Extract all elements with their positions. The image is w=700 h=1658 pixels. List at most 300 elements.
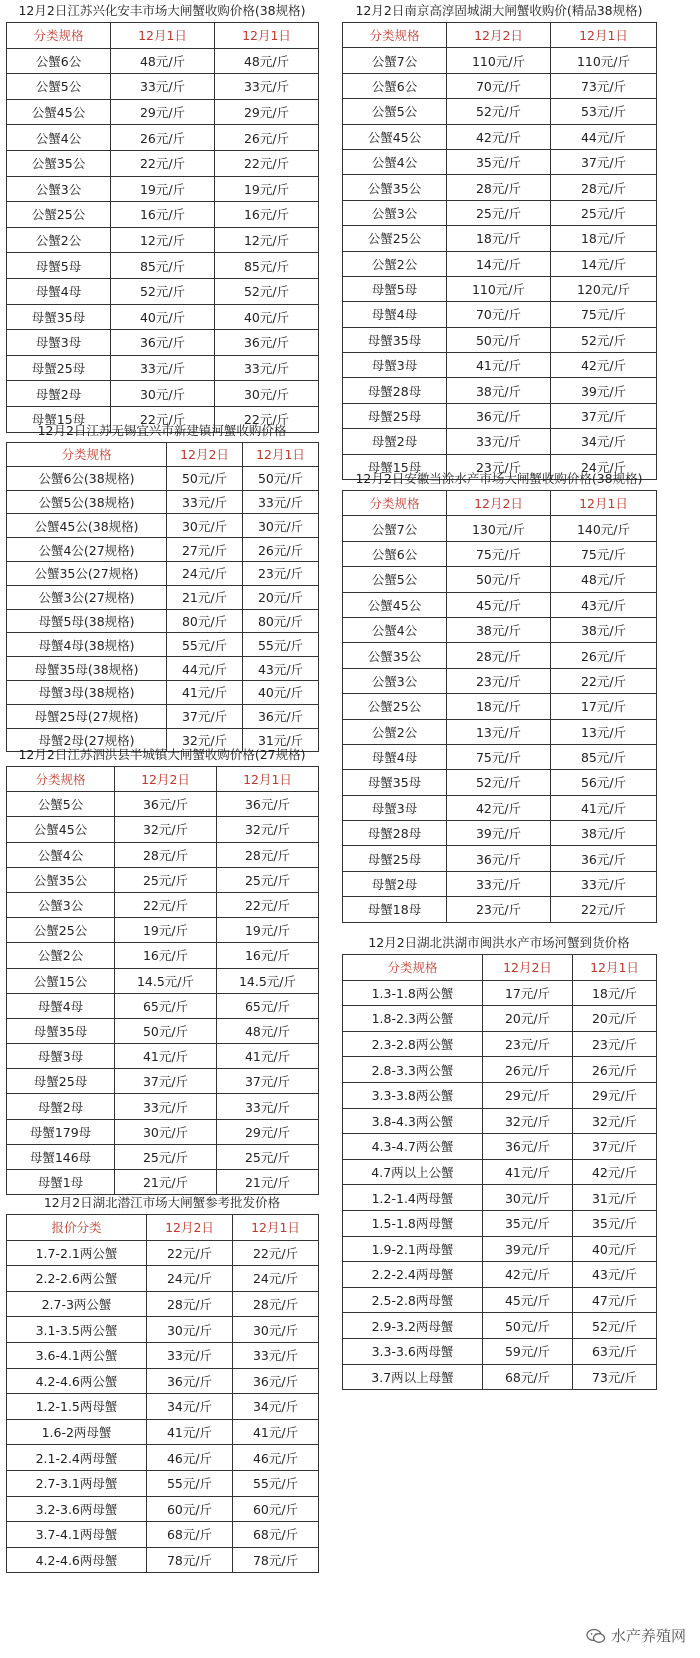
price-cell: 24元/斤 (167, 561, 243, 585)
price-cell: 85元/斤 (551, 744, 657, 769)
spec-cell: 母蟹5母 (7, 253, 111, 279)
table-row (7, 253, 319, 279)
price-cell: 36元/斤 (215, 330, 319, 356)
price-cell: 75元/斤 (447, 744, 551, 769)
price-cell: 33元/斤 (551, 871, 657, 896)
spec-cell: 母蟹18母 (343, 897, 447, 922)
table-header-row (343, 491, 657, 516)
price-cell: 29元/斤 (217, 1119, 319, 1144)
table-row (7, 1470, 319, 1496)
price-cell: 43元/斤 (573, 1262, 657, 1288)
price-cell: 46元/斤 (147, 1445, 233, 1471)
price-cell: 41元/斤 (167, 680, 243, 704)
price-cell: 48元/斤 (551, 567, 657, 592)
price-cell: 40元/斤 (111, 304, 215, 330)
table-title: 12月2日江苏兴化安丰市场大闸蟹收购价格(38规格) (18, 3, 306, 18)
spec-cell: 公蟹4公 (343, 617, 447, 642)
price-cell: 14.5元/斤 (217, 968, 319, 993)
price-cell: 33元/斤 (167, 490, 243, 514)
table-row (343, 1262, 657, 1288)
table-header-row (7, 23, 319, 49)
price-cell: 22元/斤 (147, 1240, 233, 1266)
price-cell: 36元/斤 (217, 792, 319, 817)
table-header-row (7, 1215, 319, 1241)
price-cell: 22元/斤 (115, 892, 217, 917)
table-row (343, 871, 657, 896)
price-cell: 23元/斤 (243, 561, 319, 585)
table-row (7, 817, 319, 842)
header-cell: 12月2日 (447, 23, 551, 48)
table-row (343, 1134, 657, 1160)
header-cell: 分类规格 (343, 955, 483, 981)
table-header-row (7, 767, 319, 792)
spec-cell: 公蟹25公 (343, 226, 447, 251)
table-header-row (343, 955, 657, 981)
spec-cell: 公蟹5公 (7, 74, 111, 100)
price-cell: 53元/斤 (551, 99, 657, 124)
spec-cell: 母蟹25母 (7, 355, 111, 381)
price-cell: 37元/斤 (551, 149, 657, 174)
spec-cell: 母蟹15母 (343, 454, 447, 479)
price-cell: 22元/斤 (111, 406, 215, 432)
price-cell: 73元/斤 (573, 1364, 657, 1390)
price-cell: 28元/斤 (147, 1291, 233, 1317)
price-cell: 33元/斤 (217, 1094, 319, 1119)
spec-cell: 2.8-3.3两公蟹 (343, 1057, 483, 1083)
header-cell: 12月2日 (147, 1215, 233, 1241)
spec-cell: 公蟹7公 (343, 516, 447, 541)
spec-cell: 公蟹35公 (7, 867, 115, 892)
spec-cell: 公蟹5公 (343, 99, 447, 124)
price-cell: 52元/斤 (111, 278, 215, 304)
header-cell: 12月2日 (447, 491, 551, 516)
price-cell: 26元/斤 (243, 538, 319, 562)
spec-cell: 母蟹4母 (7, 278, 111, 304)
right-market-block-3 (342, 932, 656, 1390)
price-cell: 50元/斤 (167, 466, 243, 490)
spec-cell: 公蟹35公 (343, 643, 447, 668)
price-cell: 50元/斤 (447, 567, 551, 592)
spec-cell: 公蟹4公(27规格) (7, 538, 167, 562)
price-cell: 65元/斤 (217, 993, 319, 1018)
price-cell: 33元/斤 (147, 1342, 233, 1368)
spec-cell: 公蟹45公 (7, 817, 115, 842)
price-cell: 39元/斤 (447, 821, 551, 846)
table-row (343, 1185, 657, 1211)
table-row (7, 466, 319, 490)
table-row (343, 795, 657, 820)
header-cell: 分类规格 (7, 767, 115, 792)
spec-cell: 公蟹7公 (343, 48, 447, 73)
spec-cell: 母蟹5母(38规格) (7, 609, 167, 633)
spec-cell: 3.3-3.8两公蟹 (343, 1082, 483, 1108)
table-header-row (343, 23, 657, 48)
price-cell: 14.5元/斤 (115, 968, 217, 993)
price-cell: 52元/斤 (573, 1313, 657, 1339)
price-cell: 110元/斤 (447, 48, 551, 73)
spec-cell: 母蟹4母 (343, 744, 447, 769)
price-cell: 32元/斤 (217, 817, 319, 842)
price-cell: 80元/斤 (167, 609, 243, 633)
table-row (343, 1364, 657, 1390)
price-cell: 33元/斤 (447, 871, 551, 896)
price-cell: 35元/斤 (573, 1210, 657, 1236)
price-cell: 48元/斤 (217, 1018, 319, 1043)
price-cell: 28元/斤 (447, 643, 551, 668)
price-cell: 55元/斤 (243, 633, 319, 657)
price-cell: 23元/斤 (447, 668, 551, 693)
spec-cell: 4.2-4.6两公蟹 (7, 1368, 147, 1394)
table-row (343, 719, 657, 744)
spec-cell: 母蟹1母 (7, 1170, 115, 1195)
spec-cell: 2.2-2.6两公蟹 (7, 1266, 147, 1292)
table-row (343, 980, 657, 1006)
spec-cell: 2.7-3.1两母蟹 (7, 1470, 147, 1496)
table-row (7, 1342, 319, 1368)
spec-cell: 公蟹3公 (7, 176, 111, 202)
table-row (7, 1044, 319, 1069)
price-cell: 17元/斤 (551, 694, 657, 719)
spec-cell: 公蟹6公 (7, 48, 111, 74)
price-cell: 52元/斤 (447, 99, 551, 124)
table-row (343, 353, 657, 378)
price-cell: 19元/斤 (217, 918, 319, 943)
price-cell: 41元/斤 (447, 353, 551, 378)
price-cell: 22元/斤 (551, 668, 657, 693)
price-cell: 22元/斤 (215, 150, 319, 176)
price-cell: 42元/斤 (573, 1159, 657, 1185)
table-row (343, 694, 657, 719)
table-row (343, 251, 657, 276)
spec-cell: 公蟹25公 (343, 694, 447, 719)
price-cell: 34元/斤 (233, 1394, 319, 1420)
spec-cell: 2.1-2.4两母蟹 (7, 1445, 147, 1471)
price-cell: 16元/斤 (217, 943, 319, 968)
spec-cell: 母蟹3母(38规格) (7, 680, 167, 704)
watermark (586, 1625, 686, 1646)
price-cell: 26元/斤 (551, 643, 657, 668)
price-cell: 19元/斤 (215, 176, 319, 202)
spec-cell: 母蟹15母 (7, 406, 111, 432)
spec-cell: 公蟹4公 (7, 125, 111, 151)
price-cell: 17元/斤 (483, 980, 573, 1006)
spec-cell: 公蟹5公 (7, 792, 115, 817)
table-row (343, 744, 657, 769)
spec-cell: 3.3-3.6两母蟹 (343, 1338, 483, 1364)
spec-cell: 1.6-2两母蟹 (7, 1419, 147, 1445)
table-row (343, 1159, 657, 1185)
price-cell: 78元/斤 (233, 1547, 319, 1573)
table-row (7, 680, 319, 704)
spec-cell: 母蟹2母(27规格) (7, 728, 167, 752)
price-cell: 33元/斤 (447, 429, 551, 454)
spec-cell: 公蟹2公 (343, 251, 447, 276)
spec-cell: 母蟹25母(27规格) (7, 704, 167, 728)
spec-cell: 公蟹35公(27规格) (7, 561, 167, 585)
spec-cell: 公蟹2公 (7, 943, 115, 968)
price-cell: 110元/斤 (551, 48, 657, 73)
price-cell: 130元/斤 (447, 516, 551, 541)
price-table (6, 22, 319, 433)
table-row (343, 200, 657, 225)
spec-cell: 公蟹3公 (343, 668, 447, 693)
price-cell: 55元/斤 (167, 633, 243, 657)
table-row (343, 99, 657, 124)
left-market-block-1 (6, 0, 318, 433)
table-row (7, 202, 319, 228)
price-cell: 63元/斤 (573, 1338, 657, 1364)
table-row (343, 73, 657, 98)
price-cell: 13元/斤 (447, 719, 551, 744)
price-cell: 37元/斤 (167, 704, 243, 728)
table-row (343, 1108, 657, 1134)
price-cell: 20元/斤 (243, 585, 319, 609)
price-cell: 20元/斤 (573, 1006, 657, 1032)
spec-cell: 3.6-4.1两公蟹 (7, 1342, 147, 1368)
price-cell: 14元/斤 (551, 251, 657, 276)
table-row (343, 226, 657, 251)
price-cell: 37元/斤 (573, 1134, 657, 1160)
spec-cell: 2.3-2.8两公蟹 (343, 1031, 483, 1057)
price-cell: 30元/斤 (147, 1317, 233, 1343)
table-row (7, 792, 319, 817)
price-cell: 80元/斤 (243, 609, 319, 633)
price-cell: 25元/斤 (551, 200, 657, 225)
price-cell: 44元/斤 (167, 657, 243, 681)
header-cell: 12月1日 (233, 1215, 319, 1241)
price-cell: 27元/斤 (167, 538, 243, 562)
table-row (343, 48, 657, 73)
price-cell: 75元/斤 (551, 302, 657, 327)
price-cell: 30元/斤 (243, 514, 319, 538)
price-cell: 43元/斤 (551, 592, 657, 617)
table-row (343, 592, 657, 617)
price-cell: 14元/斤 (447, 251, 551, 276)
table-row (343, 1057, 657, 1083)
price-cell: 26元/斤 (483, 1057, 573, 1083)
price-cell: 36元/斤 (447, 846, 551, 871)
table-row (7, 1119, 319, 1144)
price-cell: 52元/斤 (447, 770, 551, 795)
price-cell: 55元/斤 (233, 1470, 319, 1496)
table-row (7, 227, 319, 253)
table-row (7, 1069, 319, 1094)
spec-cell: 母蟹35母(38规格) (7, 657, 167, 681)
spec-cell: 3.2-3.6两母蟹 (7, 1496, 147, 1522)
price-cell: 36元/斤 (551, 846, 657, 871)
price-cell: 42元/斤 (447, 124, 551, 149)
spec-cell: 母蟹35母 (7, 304, 111, 330)
price-cell: 52元/斤 (215, 278, 319, 304)
price-cell: 22元/斤 (233, 1240, 319, 1266)
header-cell: 分类规格 (343, 491, 447, 516)
price-cell: 140元/斤 (551, 516, 657, 541)
spec-cell: 公蟹3公 (343, 200, 447, 225)
header-cell: 分类规格 (7, 23, 111, 49)
price-cell: 55元/斤 (147, 1470, 233, 1496)
header-cell: 报价分类 (7, 1215, 147, 1241)
spec-cell: 母蟹4母 (7, 993, 115, 1018)
spec-cell: 母蟹3母 (343, 795, 447, 820)
table-row (7, 609, 319, 633)
price-table (6, 766, 319, 1195)
table-row (343, 1338, 657, 1364)
price-cell: 41元/斤 (147, 1419, 233, 1445)
price-cell: 18元/斤 (551, 226, 657, 251)
price-cell: 22元/斤 (551, 897, 657, 922)
table-row (343, 1082, 657, 1108)
spec-cell: 公蟹3公(27规格) (7, 585, 167, 609)
price-cell: 23元/斤 (573, 1031, 657, 1057)
price-cell: 16元/斤 (115, 943, 217, 968)
header-cell: 12月2日 (115, 767, 217, 792)
price-table (6, 1214, 319, 1573)
price-cell: 30元/斤 (483, 1185, 573, 1211)
spec-cell: 母蟹146母 (7, 1144, 115, 1169)
price-cell: 60元/斤 (147, 1496, 233, 1522)
price-cell: 36元/斤 (111, 330, 215, 356)
price-cell: 73元/斤 (551, 73, 657, 98)
price-cell: 33元/斤 (215, 74, 319, 100)
spec-cell: 4.3-4.7两公蟹 (343, 1134, 483, 1160)
spec-cell: 公蟹6公 (343, 73, 447, 98)
price-cell: 19元/斤 (115, 918, 217, 943)
price-cell: 29元/斤 (215, 99, 319, 125)
table-row (7, 1266, 319, 1292)
header-cell: 12月1日 (551, 491, 657, 516)
price-cell: 38元/斤 (447, 378, 551, 403)
table-row (7, 355, 319, 381)
price-cell: 75元/斤 (447, 541, 551, 566)
price-cell: 20元/斤 (483, 1006, 573, 1032)
table-row (7, 1291, 319, 1317)
price-cell: 35元/斤 (483, 1210, 573, 1236)
spec-cell: 3.1-3.5两公蟹 (7, 1317, 147, 1343)
header-cell: 12月2日 (167, 443, 243, 467)
table-row (343, 770, 657, 795)
table-row (7, 538, 319, 562)
table-row (7, 892, 319, 917)
table-row (7, 1144, 319, 1169)
price-cell: 32元/斤 (167, 728, 243, 752)
spec-cell: 公蟹6公 (343, 541, 447, 566)
price-cell: 47元/斤 (573, 1287, 657, 1313)
spec-cell: 公蟹5公 (343, 567, 447, 592)
header-cell: 分类规格 (7, 443, 167, 467)
table-row (343, 567, 657, 592)
price-cell: 22元/斤 (215, 406, 319, 432)
price-cell: 33元/斤 (233, 1342, 319, 1368)
header-cell: 12月1日 (217, 767, 319, 792)
price-cell: 25元/斤 (447, 200, 551, 225)
spec-cell: 公蟹35公 (7, 150, 111, 176)
table-row (343, 1236, 657, 1262)
spec-cell: 公蟹4公 (7, 842, 115, 867)
table-row (7, 74, 319, 100)
price-cell: 50元/斤 (483, 1313, 573, 1339)
table-row (7, 514, 319, 538)
price-cell: 120元/斤 (551, 276, 657, 301)
price-cell: 30元/斤 (167, 514, 243, 538)
price-cell: 29元/斤 (111, 99, 215, 125)
price-cell: 85元/斤 (111, 253, 215, 279)
price-cell: 18元/斤 (447, 226, 551, 251)
table-row (343, 276, 657, 301)
table-row (7, 657, 319, 681)
table-row (7, 968, 319, 993)
price-cell: 41元/斤 (483, 1159, 573, 1185)
price-cell: 45元/斤 (483, 1287, 573, 1313)
price-cell: 32元/斤 (483, 1108, 573, 1134)
price-cell: 36元/斤 (243, 704, 319, 728)
table-title: 12月2日南京高淳固城湖大闸蟹收购价(精品38规格) (355, 3, 643, 18)
spec-cell: 公蟹2公 (343, 719, 447, 744)
price-cell: 25元/斤 (115, 867, 217, 892)
price-table (342, 490, 657, 923)
table-row (7, 1419, 319, 1445)
price-cell: 34元/斤 (551, 429, 657, 454)
spec-cell: 母蟹2母 (7, 1094, 115, 1119)
spec-cell: 公蟹25公 (7, 202, 111, 228)
header-cell: 12月1日 (573, 955, 657, 981)
spec-cell: 母蟹2母 (343, 871, 447, 896)
price-cell: 31元/斤 (243, 728, 319, 752)
spec-cell: 母蟹2母 (343, 429, 447, 454)
price-cell: 30元/斤 (215, 381, 319, 407)
spec-cell: 母蟹35母 (7, 1018, 115, 1043)
header-cell: 12月2日 (483, 955, 573, 981)
price-cell: 26元/斤 (111, 125, 215, 151)
left-market-block-2 (6, 420, 318, 752)
price-cell: 33元/斤 (111, 74, 215, 100)
spec-cell: 2.7-3两公蟹 (7, 1291, 147, 1317)
price-cell: 18元/斤 (573, 980, 657, 1006)
price-cell: 35元/斤 (447, 149, 551, 174)
spec-cell: 3.8-4.3两公蟹 (343, 1108, 483, 1134)
table-row (7, 490, 319, 514)
table-row (7, 381, 319, 407)
spec-cell: 2.2-2.4两母蟹 (343, 1262, 483, 1288)
header-cell: 分类规格 (343, 23, 447, 48)
price-cell: 68元/斤 (233, 1522, 319, 1548)
table-row (343, 378, 657, 403)
table-row (7, 867, 319, 892)
price-cell: 26元/斤 (215, 125, 319, 151)
table-row (7, 842, 319, 867)
spec-cell: 母蟹179母 (7, 1119, 115, 1144)
table-row (343, 1210, 657, 1236)
price-cell: 42元/斤 (483, 1262, 573, 1288)
table-row (343, 897, 657, 922)
table-row (7, 304, 319, 330)
table-row (7, 633, 319, 657)
price-cell: 41元/斤 (233, 1419, 319, 1445)
table-title: 12月2日湖北潜江市场大闸蟹参考批发价格 (43, 1195, 281, 1210)
header-cell: 12月1日 (215, 23, 319, 49)
table-title: 12月2日江苏无锡宜兴市新建镇河蟹收购价格 (37, 423, 287, 438)
price-cell: 33元/斤 (215, 355, 319, 381)
table-title: 12月2日安徽当涂水产市场大闸蟹收购价格(38规格) (355, 471, 643, 486)
price-cell: 42元/斤 (447, 795, 551, 820)
spec-cell: 公蟹45公(38规格) (7, 514, 167, 538)
price-cell: 36元/斤 (447, 403, 551, 428)
spec-cell: 母蟹28母 (343, 378, 447, 403)
table-row (7, 150, 319, 176)
table-row (7, 99, 319, 125)
table-header-row (7, 443, 319, 467)
price-cell: 12元/斤 (111, 227, 215, 253)
price-cell: 68元/斤 (147, 1522, 233, 1548)
